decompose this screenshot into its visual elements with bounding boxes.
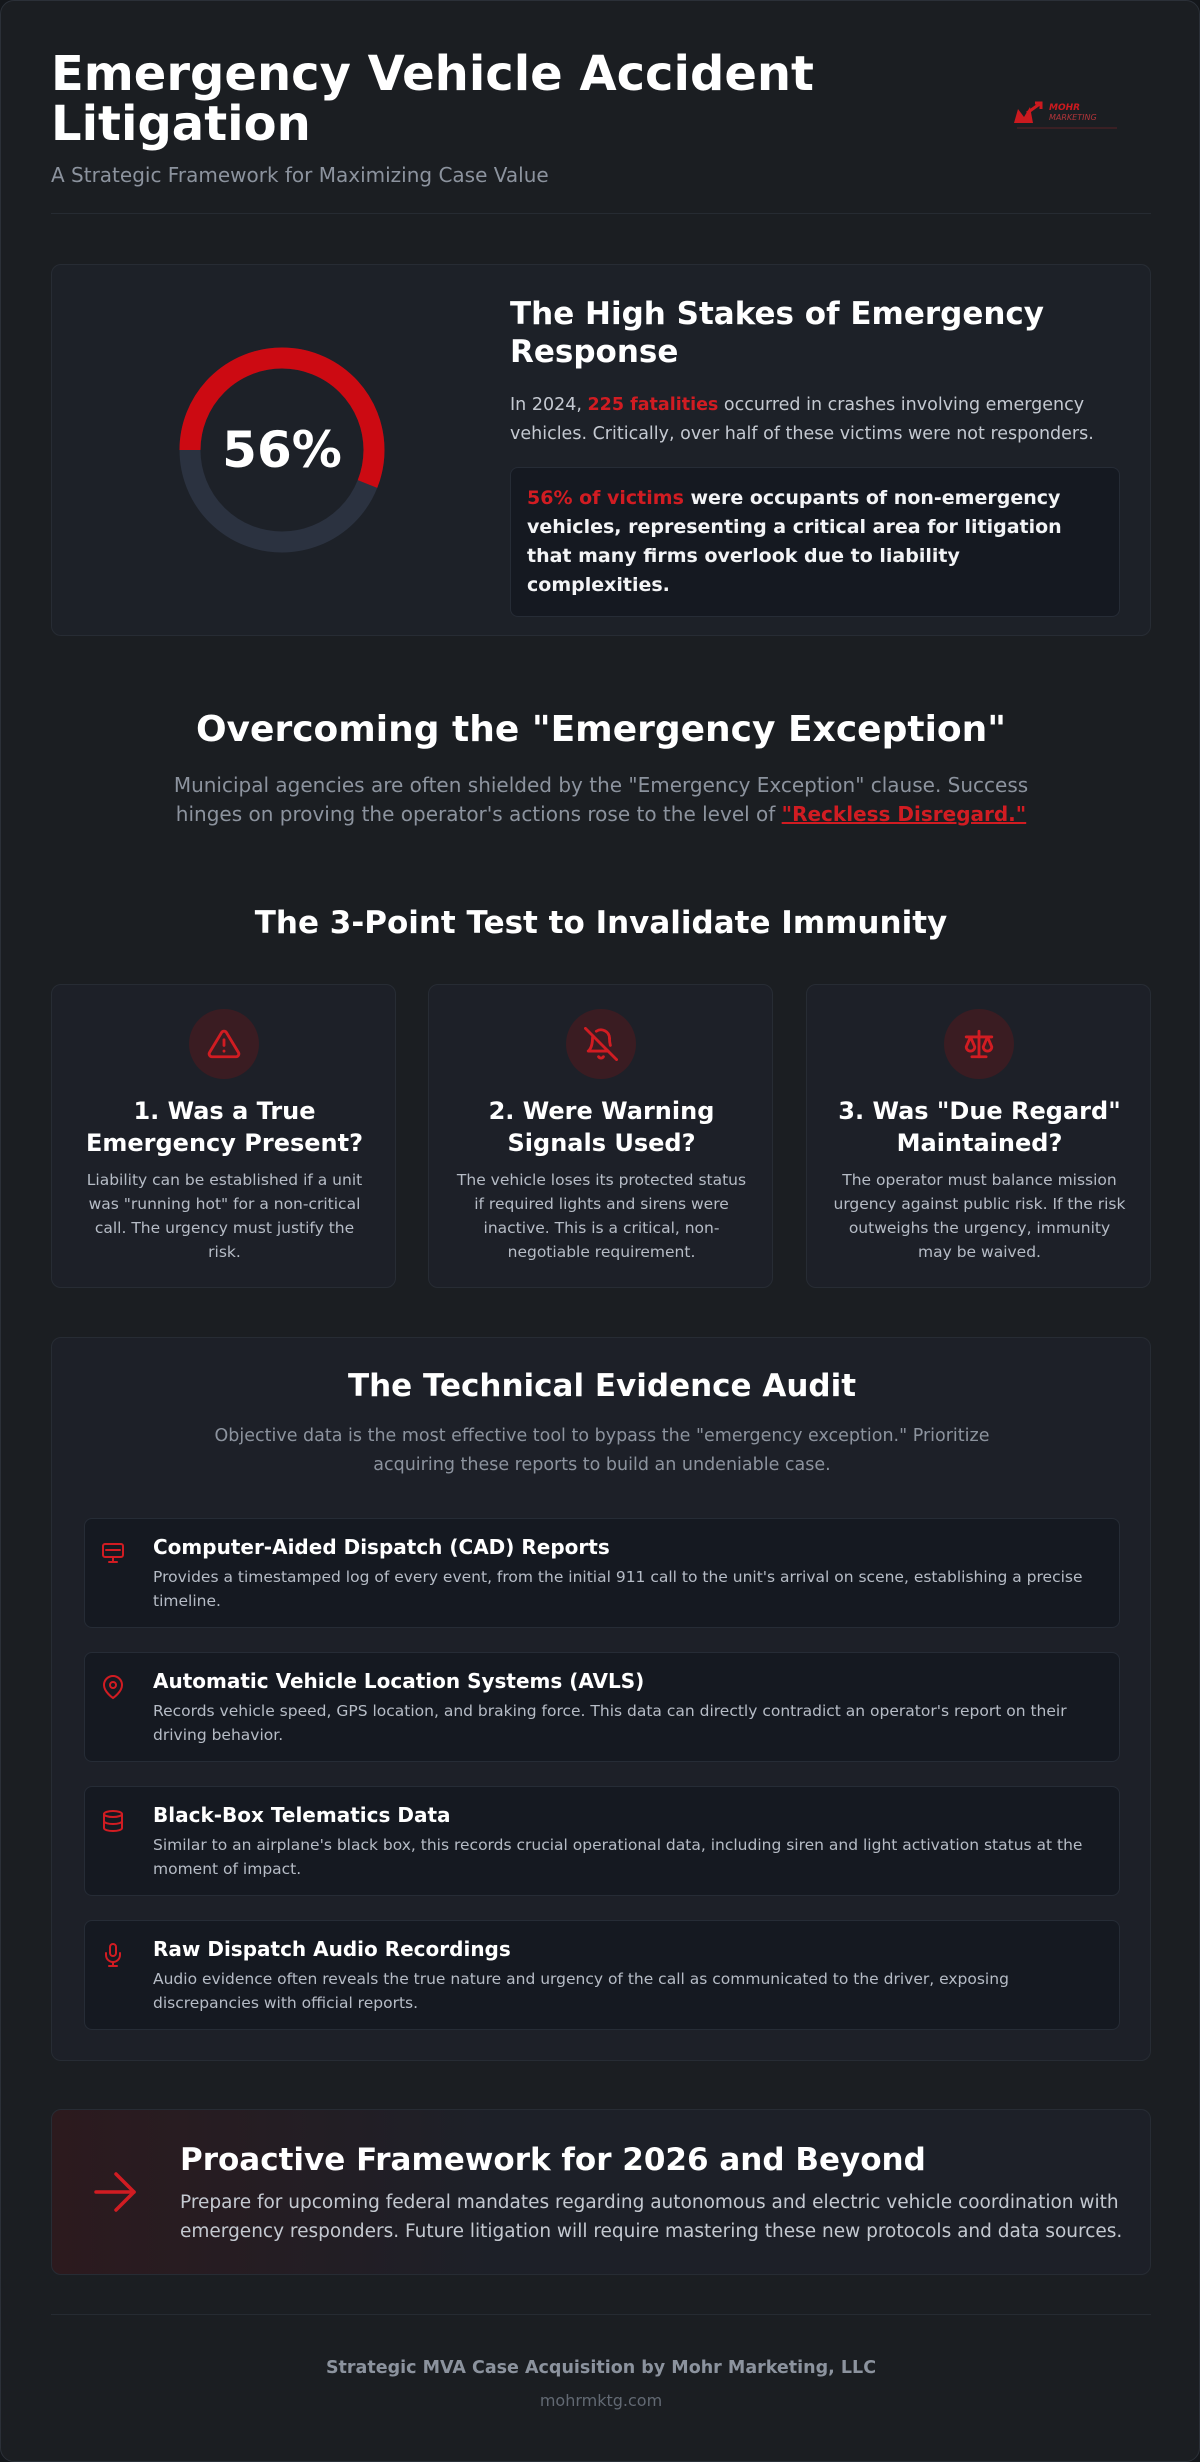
logo-name-secondary: MARKETING [1049,113,1097,122]
callout-highlight: 56% of victims [527,487,684,509]
audit-item-text: Similar to an airplane's black box, this records crucial operational data, including siren and light activation status at the moment of impact. [153,1836,1083,1878]
test-card-emergency [51,984,396,1288]
database-icon [101,1807,125,1835]
stakes-text-prefix: In 2024, [510,395,588,415]
audit-item-cad [84,1518,1120,1628]
footer-credit: Strategic MVA Case Acquisition by Mohr Marketing, LLC [325,2358,877,2378]
stakes-text-suffix: occurred in crashes involving emergency vehicles. Critically, over half of these victims were not responders. [510,395,1094,444]
exception-text [151,771,1051,829]
audit-item-heading: Raw Dispatch Audio Recordings [153,1937,511,1961]
audit-item-text: Audio evidence often reveals the true nature and urgency of the call as communicated to the driver, exposing discrepancies with official reports. [153,1970,1009,2012]
logo-name: MOHR [1049,103,1081,113]
warning-triangle-icon [189,1009,259,1079]
evidence-audit [51,1337,1151,2061]
test-card-due-regard [806,984,1151,1288]
footer-url-link[interactable]: mohrmktg.com [539,2391,663,2410]
exception-body: Municipal agencies are often shielded by the "Emergency Exception" clause. Success hinges on proving the operator's actions rose to the level of [173,773,1029,826]
audit-item-audio [84,1920,1120,2030]
bell-off-icon [566,1009,636,1079]
test-card-text: Liability can be established if a unit was "running hot" for a non-critical call. The urgency must justify the risk. [86,1171,363,1261]
microphone-icon [101,1941,125,1969]
test-card-signals [428,984,773,1288]
footer-divider [51,2314,1151,2315]
audit-text: Objective data is the most effective tool to bypass the "emergency exception." Prioritize acquiring these reports to build an undeniable case. [214,1426,990,1475]
audit-item-heading: Black-Box Telematics Data [153,1803,451,1827]
audit-item-heading: Computer-Aided Dispatch (CAD) Reports [153,1535,610,1559]
logo-underline [1017,127,1117,129]
page-title: Emergency Vehicle Accident Litigation [51,46,814,152]
map-pin-icon [101,1673,125,1701]
stakes-callout [510,467,1120,617]
arrow-right-icon [92,2170,140,2214]
callout-text: were occupants of non-emergency vehicles, representing a critical area for litigation that many firms overlook due to liability complexities. [527,487,1062,596]
audit-item-text: Records vehicle speed, GPS location, and braking force. This data can directly contradict an operator's report on their driving behavior. [153,1702,1067,1744]
stakes-content [510,295,1120,617]
test-card-text: The vehicle loses its protected status if required lights and sirens were inactive. This is a critical, non-negotiable requirement. [456,1171,747,1261]
mohr-logo [1011,99,1131,137]
fatalities-highlight: 225 fatalities [587,395,719,415]
framework-text: Prepare for upcoming federal mandates regarding autonomous and electric vehicle coordination with emergency responders. Future litigation will require mastering these new protocols and data sources. [180,2192,1123,2242]
header [51,46,1151,214]
audit-item-telematics [84,1786,1120,1896]
test-card-heading: 3. Was "Due Regard" Maintained? [838,1097,1121,1157]
reckless-disregard-link[interactable]: "Reckless Disregard." [781,802,1027,826]
monitor-icon [101,1539,125,1567]
audit-item-avls [84,1652,1120,1762]
audit-item-heading: Automatic Vehicle Location Systems (AVLS) [153,1669,645,1693]
page-subtitle: A Strategic Framework for Maximizing Case Value [51,163,549,187]
framework-banner [51,2109,1151,2275]
stakes-text [510,391,1120,449]
mohr-logo-icon [1011,101,1049,127]
test-title: The 3-Point Test to Invalidate Immunity [254,905,948,941]
stakes-card [51,264,1151,636]
framework-heading: Proactive Framework for 2026 and Beyond [180,2142,926,2178]
donut-value: 56% [222,421,342,479]
audit-item-text: Provides a timestamped log of every event, from the initial 911 call to the unit's arrival on scene, establishing a precise timeline. [153,1568,1083,1610]
test-card-heading: 1. Was a True Emergency Present? [85,1097,364,1157]
test-card-heading: 2. Were Warning Signals Used? [488,1097,715,1157]
exception-title: Overcoming the "Emergency Exception" [195,709,1007,750]
scale-icon [944,1009,1014,1079]
stakes-heading: The High Stakes of Emergency Response [510,296,1045,370]
audit-title: The Technical Evidence Audit [347,1368,857,1404]
test-card-text: The operator must balance mission urgency against public risk. If the risk outweighs the urgency, immunity may be waived. [833,1171,1126,1261]
